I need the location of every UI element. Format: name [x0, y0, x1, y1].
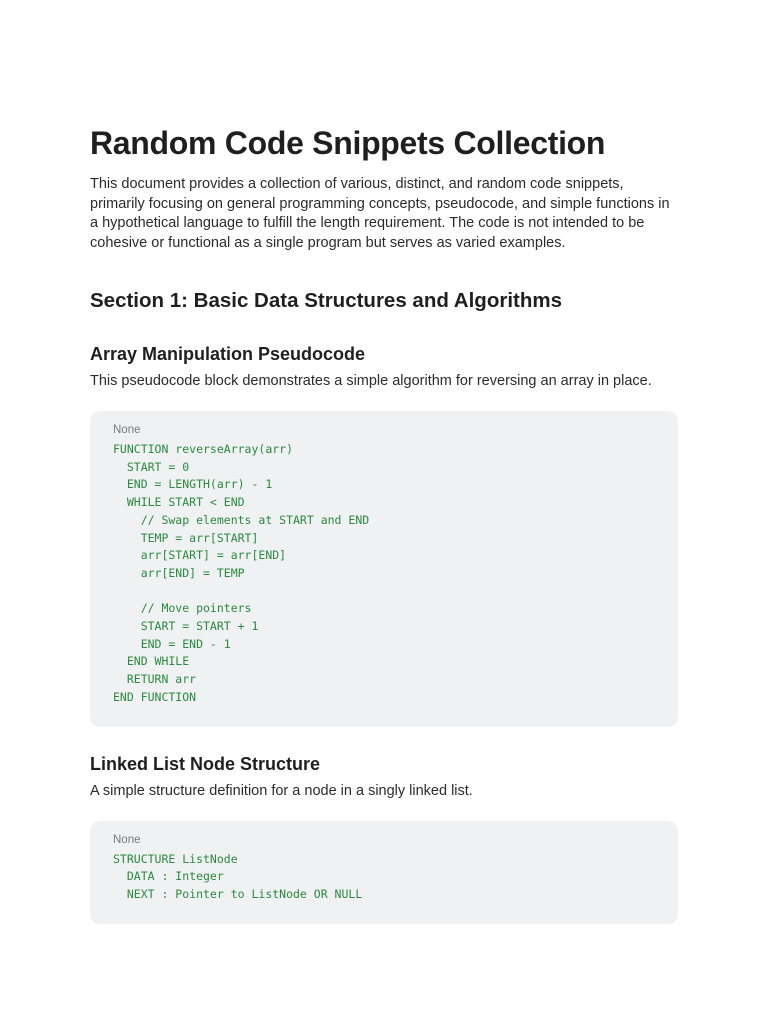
code-line: WHILE START < END — [113, 495, 245, 510]
code-language-label: None — [113, 424, 141, 436]
code-line: // Swap elements at START and END — [113, 512, 370, 527]
code-line: arr[START] = arr[END] — [113, 548, 287, 563]
code-line: DATA : Integer — [113, 869, 224, 884]
page-title: Random Code Snippets Collection — [90, 125, 606, 161]
code-line: FUNCTION reverseArray(arr) — [113, 442, 294, 456]
document-content — [90, 122, 678, 924]
code-line: // Move pointers — [113, 601, 252, 616]
array-manipulation-heading: Array Manipulation Pseudocode — [90, 344, 366, 364]
code-line: arr[END] = TEMP — [113, 565, 245, 580]
section-1-heading: Section 1: Basic Data Structures and Algorithms — [90, 289, 562, 312]
intro-paragraph: This document provides a collection of various, distinct, and random code snippets, primarily focusing on general programming concepts, pseudocode, and simple functions in a hypothetical language to fulfill the length requirement. The code is not intended to be cohesive or functional as a single program but serves as varied examples. — [90, 176, 670, 251]
linked-list-code-block[interactable] — [90, 821, 678, 924]
code-line: TEMP = arr[START] — [113, 530, 259, 545]
linked-list-heading: Linked List Node Structure — [90, 753, 321, 774]
code-language-label: None — [113, 833, 141, 846]
code-line-blank — [113, 583, 655, 601]
code-line: END WHILE — [113, 654, 190, 669]
code-line: START = 0 — [113, 459, 190, 474]
code-lines — [113, 441, 655, 707]
array-manipulation-description: This pseudocode block demonstrates a simple algorithm for reversing an array in place. — [90, 373, 652, 389]
code-line: RETURN arr — [113, 672, 197, 687]
code-line: NEXT : Pointer to ListNode OR NULL — [113, 886, 363, 901]
code-line: END FUNCTION — [113, 689, 197, 704]
code-line: STRUCTURE ListNode — [113, 851, 238, 866]
array-code-block[interactable] — [90, 411, 678, 727]
code-line: START = START + 1 — [113, 619, 259, 634]
code-lines — [113, 851, 655, 904]
code-line: END = LENGTH(arr) - 1 — [113, 477, 273, 492]
code-line: END = END - 1 — [113, 636, 231, 651]
linked-list-description: A simple structure definition for a node in a singly linked list. — [90, 782, 473, 799]
